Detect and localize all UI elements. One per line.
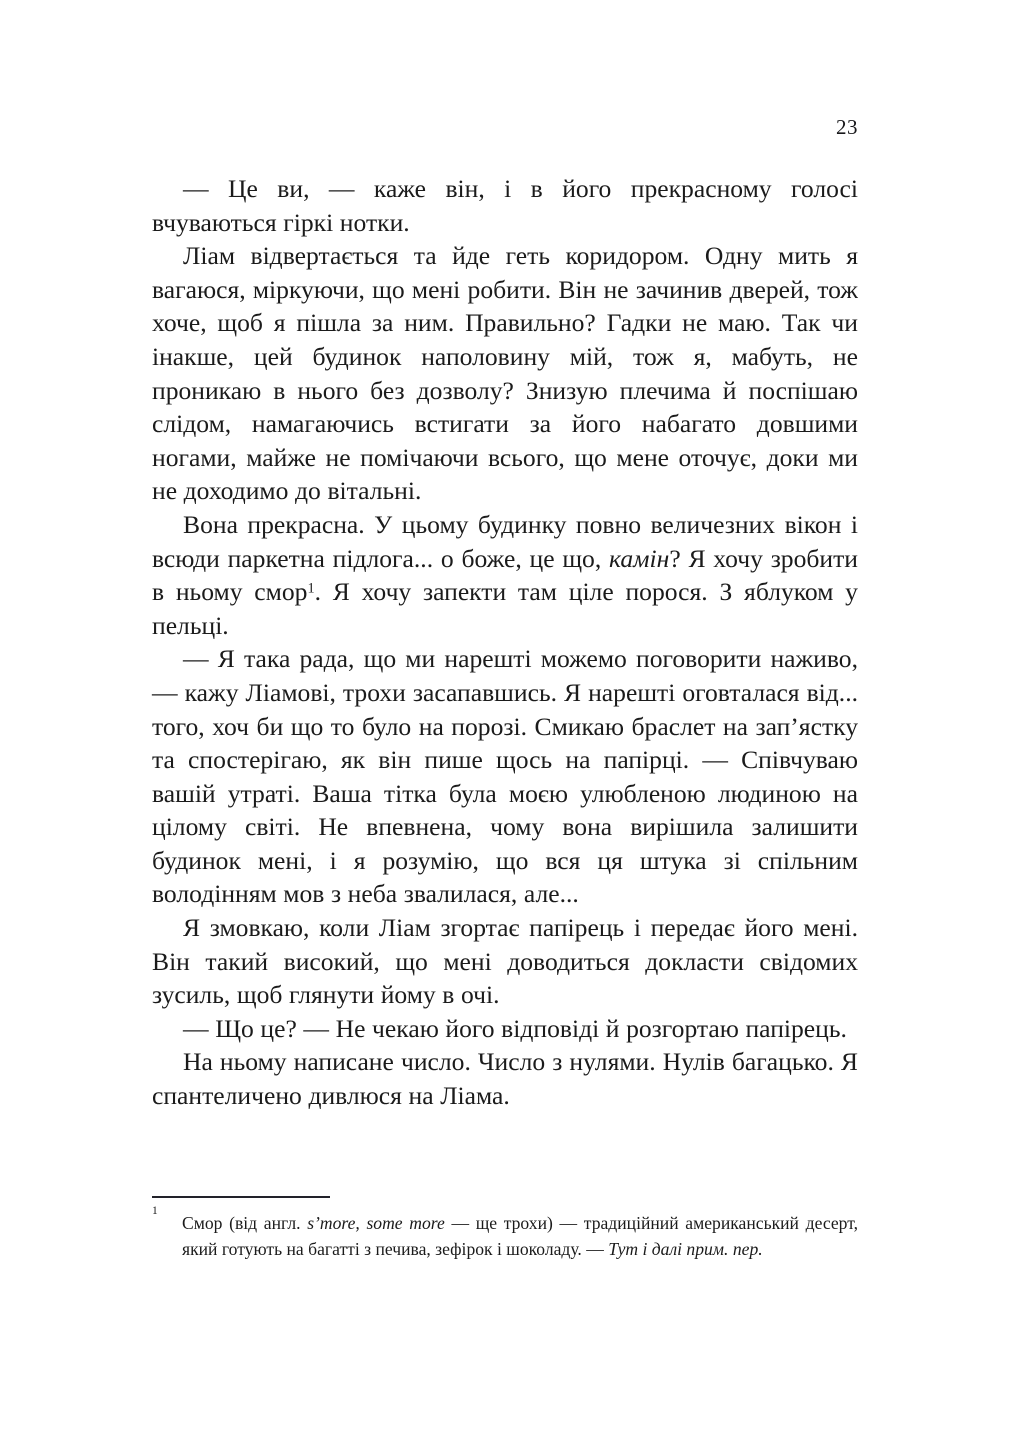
body-text-block [152,172,858,1113]
footnote-text: Смор (від англ. s’more, some more — ще трохи) — традиційний американський десерт, який готують на багатті з печива, зефірок і шоколаду. — Тут і далі прим. пер. [182,1213,858,1260]
paragraph: Вона прекрасна. У цьому будинку повно величезних вікон і всюди паркетна підлога... о боже, це що, камін? Я хочу зробити в ньому смор$^1$. Я хочу запекти там ціле порося. З яблуком у пельці. [152,509,859,640]
footnote-separator-rule [152,1196,330,1198]
paragraph: Ліам відвертається та йде геть коридором. Одну мить я вагаюся, міркуючи, що мені робити. Він не зачинив дверей, тож хоче, щоб я пішла за ним. Правильно? Гадки не маю. Так чи інакше, цей будинок наполовину мій, тож я, мабуть, не проникаю в нього без дозволу? Знизую плечима й поспішаю слідом, намагаючись встигати за його набагато довшими ногами, майже не помічаючи всього, що мене оточує, доки ми не доходимо до вітальні. [152,241,858,506]
paragraph: — Що це? — Не чекаю його відповіді й розгортаю папірець. [183,1013,847,1043]
footnote [152,1205,858,1262]
page-number: 23 [836,115,858,139]
footnote-marker: 1 [152,1205,158,1217]
paragraph: Я змовкаю, коли Ліам згортає папірець і передає його мені. Він такий високий, що мені доводиться докласти свідомих зусиль, щоб глянути йому в очі. [152,913,858,1010]
paragraph: — Я така рада, що ми нарешті можемо поговорити наживо, — кажу Ліамові, трохи засапавшись. Я нарешті оговталася від... того, хоч би що то було на порозі. Смикаю браслет на зап’ястку та спостерігаю, як він пише щось на папірці. — Співчуваю вашій утраті. Ваша тітка була моєю улюбленою людиною на цілому світі. Не впевнена, чому вона вирішила залишити будинок мені, і я розумію, що вся ця штука зі спільним володінням мов з неба звалилася, але... [152,644,858,909]
italic-run: s’more, some more [307,1213,445,1233]
paragraph: На ньому написане число. Число з нулями. Нулів багацько. Я спантеличено дивлюся на Ліама. [152,1047,858,1111]
paragraph: — Це ви, — каже він, і в його прекрасному голосі вчуваються гіркі нотки. [152,174,858,237]
italic-run: Тут і далі прим. пер. [608,1239,763,1260]
footnote-reference: 1 [307,580,315,597]
italic-run: камін [609,543,670,573]
footnote-zone [152,1196,858,1262]
